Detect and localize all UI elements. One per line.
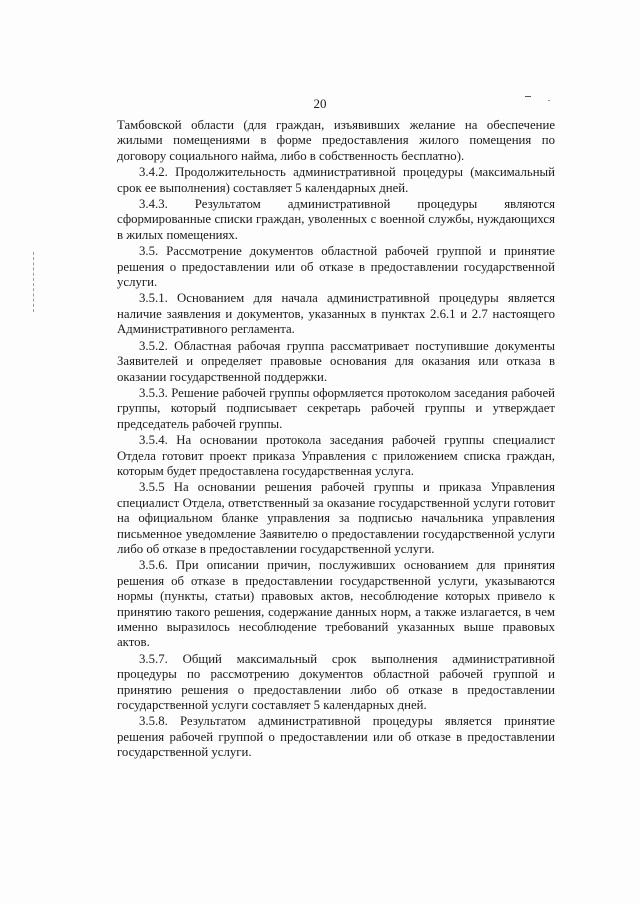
pen-mark: [525, 96, 531, 97]
paragraph-3-4-3: 3.4.3. Результатом административной процедуры являются сформированные списки граждан, уволенных с военной службы, нуждающихся в жилых помещениях.: [117, 197, 555, 242]
document-body: [117, 118, 555, 761]
paragraph-3-5-7: 3.5.7. Общий максимальный срок выполнения административной процедуры по рассмотрению документов областной рабочей группой и принятию решения о предоставлении либо об отказе в предоставлении государственной услуги составляет 5 календарных дней.: [117, 651, 555, 713]
paragraph-3-5-3: 3.5.3. Решение рабочей группы оформляется протоколом заседания рабочей группы, который подписывает секретарь рабочей группы и утверждает председатель рабочей группы.: [117, 385, 555, 431]
binding-edge-mark: [33, 252, 35, 312]
paragraph-3-5-8: 3.5.8. Результатом административной процедуры является принятие решения рабочей группой о предоставлении или об отказе в предоставлении государственной услуги.: [117, 714, 555, 760]
paragraph-continuation: Тамбовской области (для граждан, изъявивших желание на обеспечение жилыми помещениями в форме предоставления жилого помещения по договору социального найма, либо в собственность бесплатно).: [117, 118, 555, 163]
paragraph-3-5: 3.5. Рассмотрение документов областной рабочей группой и принятие решения о предоставлении или об отказе в предоставлении государственной услуги.: [117, 244, 555, 290]
paragraph-3-4-2: 3.4.2. Продолжительность административной процедуры (максимальный срок ее выполнения) составляет 5 календарных дней.: [117, 165, 555, 195]
paragraph-3-5-6: 3.5.6. При описании причин, послуживших основанием для принятия решения об отказе в предоставлении государственной услуги, указываются нормы (пункты, статьи) правовых актов, несоблюдение которых привело к принятию такого решения, содержание данных норм, а также излагается, в чем именно выразилось несоблюдение требований указанных выше правовых актов.: [117, 558, 555, 650]
paragraph-3-5-1: 3.5.1. Основанием для начала административной процедуры является наличие заявления и документов, указанных в пунктах 2.6.1 и 2.7 настоящего Административного регламента.: [117, 291, 555, 337]
page-number: 20: [313, 96, 327, 111]
paragraph-3-5-4: 3.5.4. На основании протокола заседания рабочей группы специалист Отдела готовит проект приказа Управления с приложением списка граждан, которым будет предоставлена государственная услуга.: [117, 433, 555, 478]
scan-speck: [548, 100, 550, 101]
paragraph-3-5-2: 3.5.2. Областная рабочая группа рассматривает поступившие документы Заявителей и определяет правовые основания для оказания или отказа в оказании государственной поддержки.: [117, 338, 555, 384]
paragraph-3-5-5: 3.5.5 На основании решения рабочей группы и приказа Управления специалист Отдела, ответственный за оказание государственной услуги готовит на официальном бланке управления за подписью начальника управления письменное уведомление Заявителю о предоставлении государственной услуги либо об отказе в предоставлении государственной услуги.: [117, 480, 555, 556]
